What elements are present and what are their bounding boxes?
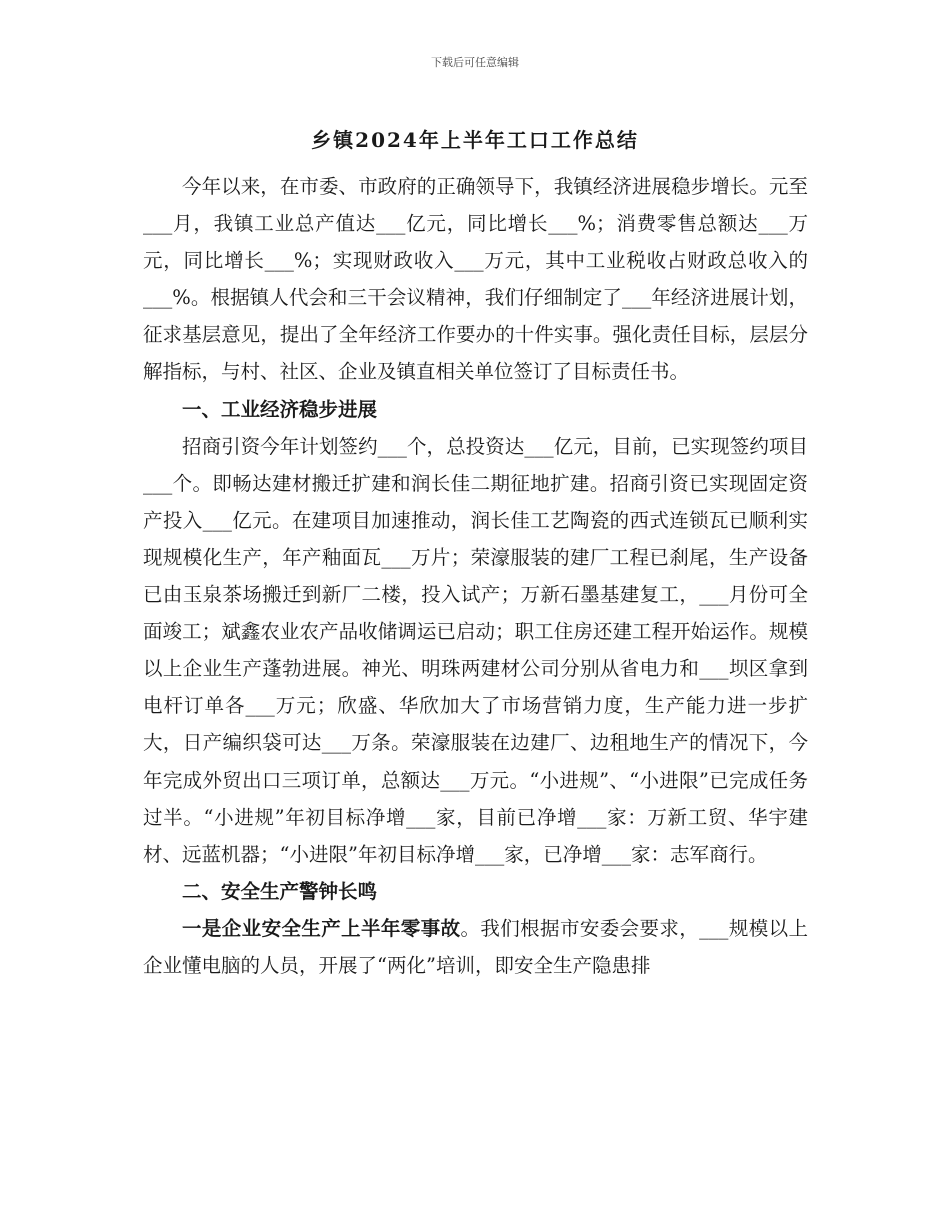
section2-heading: 二、安全生产警钟长鸣 [182, 879, 378, 903]
intro-paragraph: 今年以来，在市委、市政府的正确领导下，我镇经济进展稳步增长。元至___月，我镇工业总产值达___亿元，同比增长___%；消费零售总额达___万元，同比增长___%；实现财政收入___万元，其中工业税收占财政总收入的___%。根据镇人代会和三干会议精神，我们仔细制定了___年经济进展计划，征求基层意见，提出了全年经济工作要办的十件实事。强化责任目标，层层分解指标，与村、社区、企业及镇直相关单位签订了目标责任书。 [143, 175, 808, 384]
section2-body: 。我们根据市安委会要求，___规模以上企业懂电脑的人员，开展了“两化”培训，即安全生产隐患排 [143, 916, 808, 977]
section1-paragraph: 招商引资今年计划签约___个，总投资达___亿元，目前，已实现签约项目___个。即畅达建材搬迁扩建和润长佳二期征地扩建。招商引资已实现固定资产投入___亿元。在建项目加速推动，润长佳工艺陶瓷的西式连锁瓦已顺利实现规模化生产，年产釉面瓦___万片；荣濠服装的建厂工程已刹尾，生产设备已由玉泉茶场搬迁到新厂二楼，投入试产；万新石墨基建复工，___月份可全面竣工；斌鑫农业农产品收储调运已启动；职工住房还建工程开始运作。规模以上企业生产蓬勃进展。神光、明珠两建材公司分别从省电力和___坝区拿到电杆订单各___万元；欣盛、华欣加大了市场营销力度，生产能力进一步扩大，日产编织袋可达___万条。荣濠服装在边建厂、边租地生产的情况下，今年完成外贸出口三项订单，总额达___万元。“小进规”、“小进限”已完成任务过半。“小进规”年初目标净增___家，目前已净增___家：万新工贸、华宇建材、远蓝机器；“小进限”年初目标净增___家，已净增___家：志军商行。 [143, 434, 808, 866]
document-body [143, 168, 808, 984]
section1-heading: 一、工业经济稳步进展 [182, 397, 378, 421]
section2-paragraph [143, 910, 808, 984]
header-note: 下载后可任意编辑 [431, 56, 519, 69]
document-title: 乡镇2024年上半年工口工作总结 [311, 128, 639, 152]
section2-lead: 一是企业安全生产上半年零事故 [182, 916, 461, 940]
